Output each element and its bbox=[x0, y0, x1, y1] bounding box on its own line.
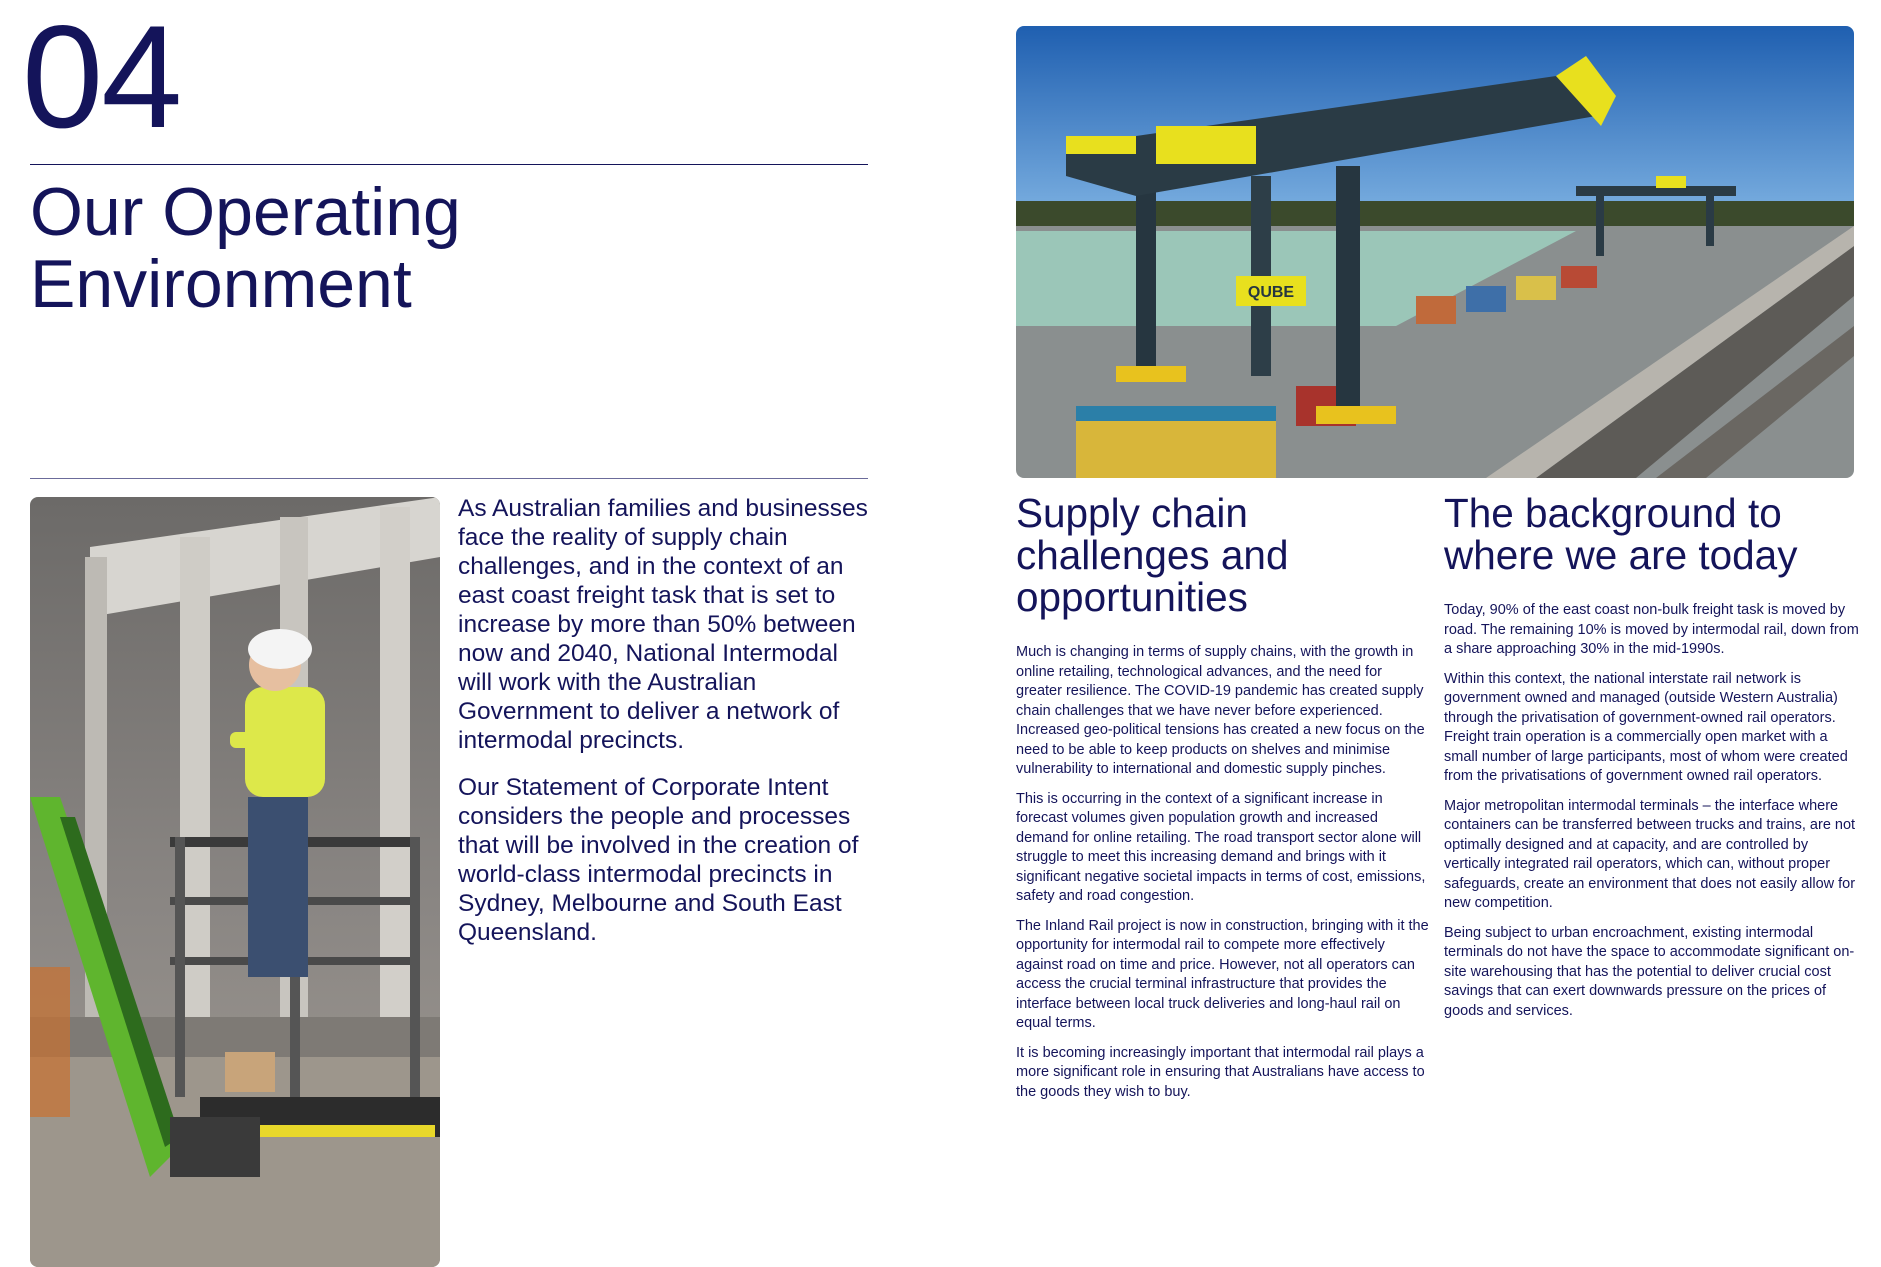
supply-chain-paragraph-3: The Inland Rail project is now in construction, bringing with it the opportunity for intermodal rail to compete more effectively against road on time and price. However, not all operators can access the crucial terminal infrastructure that provides the interface between local truck deliveries and long-haul rail on equal terms. bbox=[1016, 917, 1429, 1031]
supply-chain-heading: Supply chain challenges and opportunities bbox=[1016, 490, 1289, 620]
worker-photo bbox=[30, 497, 440, 1267]
background-body bbox=[1444, 601, 1860, 1031]
intro-paragraph-1: As Australian families and businesses face the reality of supply chain challenges, and in the context of an east coast freight task that is set to increase by more than 50% between now and 2040, National Intermodal will work with the Australian Government to deliver a network of intermodal precincts. bbox=[458, 495, 868, 754]
supply-chain-body bbox=[1016, 643, 1430, 1112]
section-number: 04 bbox=[22, 0, 181, 158]
content-divider bbox=[30, 478, 868, 479]
crane-photo bbox=[1016, 26, 1854, 478]
page-title bbox=[30, 176, 461, 320]
intro-paragraph-2: Our Statement of Corporate Intent considers the people and processes that will be involved in the creation of world-class intermodal precincts in Sydney, Melbourne and South East Queensland. bbox=[458, 774, 859, 946]
supply-chain-paragraph-4: It is becoming increasingly important that intermodal rail plays a more significant role in ensuring that Australians have access to the goods they wish to buy. bbox=[1016, 1044, 1425, 1100]
background-paragraph-3: Major metropolitan intermodal terminals – the interface where containers can be transferred between trucks and trains, are not optimally designed and at capacity, and are controlled by vertically integrated rail operators, which can, without proper safeguards, create an environment that does not easily allow for new competition. bbox=[1444, 797, 1856, 911]
background-heading: The background to where we are today bbox=[1444, 490, 1798, 578]
background-paragraph-4: Being subject to urban encroachment, existing intermodal terminals do not have the space to accommodate significant on-site warehousing that has the potential to deliver crucial cost savings that can exert downwards pressure on the prices of goods and services. bbox=[1444, 924, 1855, 1019]
background-paragraph-1: Today, 90% of the east coast non-bulk freight task is moved by road. The remaining 10% is moved by intermodal rail, down from a share approaching 30% in the mid-1990s. bbox=[1444, 602, 1859, 657]
background-paragraph-2: Within this context, the national interstate rail network is government owned and managed (outside Western Australia) through the privatisation of government-owned rail operators. Freight train operation is a commercially open market with a small number of large participants, most of whom were created from the privatisations of government owned rail operators. bbox=[1444, 670, 1848, 784]
page-title-line2: Environment bbox=[30, 246, 412, 322]
crane-sign: QUBE bbox=[1247, 284, 1295, 301]
supply-chain-paragraph-1: Much is changing in terms of supply chains, with the growth in online retailing, technological advances, and the need for greater resilience. The COVID-19 pandemic has created supply chain challenges that we have never before experienced. Increased geo-political tensions has created a new focus on the need to be able to keep products on shelves and minimise vulnerability to international and domestic supply pinches. bbox=[1016, 644, 1425, 777]
title-divider bbox=[30, 164, 868, 165]
intro-text bbox=[458, 494, 878, 965]
page-title-line1: Our Operating bbox=[30, 174, 461, 250]
supply-chain-paragraph-2: This is occurring in the context of a significant increase in forecast volumes given population growth and increased demand for online retailing. The road transport sector alone will struggle to meet this increasing demand and brings with it significant negative societal impacts in terms of cost, emissions, safety and road congestion. bbox=[1016, 790, 1426, 904]
